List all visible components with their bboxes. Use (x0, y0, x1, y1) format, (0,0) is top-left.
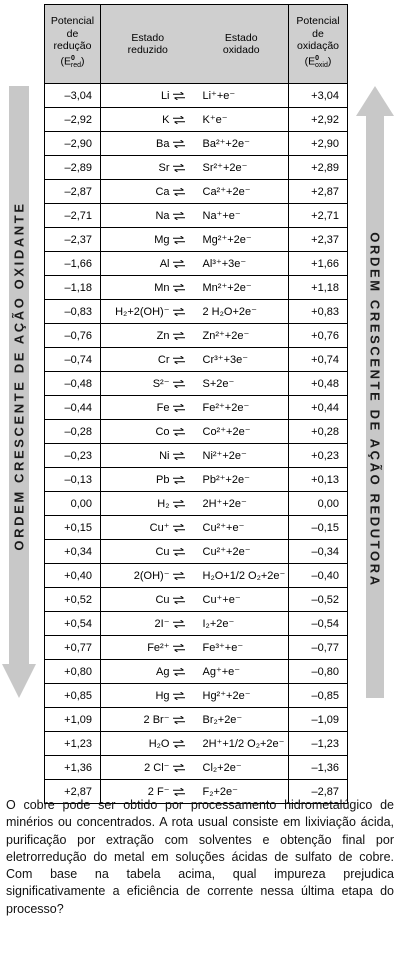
reduction-potential-cell: +1,36 (45, 756, 101, 780)
reducing-order-label: ORDEM CRESCENTE DE AÇÃO REDUTORA (367, 232, 383, 588)
reduced-species: Fe (156, 401, 170, 414)
oxidized-state-cell: S+2e⁻ (195, 372, 289, 396)
reduction-potential-cell: –0,76 (45, 324, 101, 348)
oxidized-state-cell: Al³⁺+3e⁻ (195, 252, 289, 276)
reduction-potential-cell: –2,71 (45, 204, 101, 228)
equilibrium-arrow-icon (173, 740, 185, 748)
reduced-species: Cr (157, 353, 170, 366)
reduced-species: Hg (155, 689, 170, 702)
reduced-species: Cu (155, 593, 170, 606)
table-row (45, 612, 348, 636)
reduced-state-cell (101, 756, 195, 780)
oxidized-state-cell: Mn²⁺+2e⁻ (195, 276, 289, 300)
reduced-state-cell (101, 516, 195, 540)
header-reduction-potential: Potencial de redução $(E^0_{red})$ (45, 5, 101, 84)
equilibrium-arrow-icon (173, 116, 185, 124)
reduction-potential-cell: +0,77 (45, 636, 101, 660)
reduced-species: Ag (156, 665, 170, 678)
equilibrium-arrow-icon (173, 668, 185, 676)
reducing-order-arrow (356, 86, 394, 698)
table-row (45, 324, 348, 348)
oxidation-potential-cell: –1,36 (289, 756, 348, 780)
oxidized-state-cell: Ni²⁺+2e⁻ (195, 444, 289, 468)
equilibrium-arrow-icon (173, 188, 185, 196)
oxidation-potential-cell: +0,23 (289, 444, 348, 468)
equilibrium-arrow-icon (173, 92, 185, 100)
equilibrium-arrow-icon (173, 308, 185, 316)
reduced-state-cell (101, 372, 195, 396)
oxidation-potential-cell: 0,00 (289, 492, 348, 516)
oxidation-potential-cell: +2,87 (289, 180, 348, 204)
oxidized-state-cell: 2H⁺+1/2 O₂+2e⁻ (195, 732, 289, 756)
table-row (45, 252, 348, 276)
table-row (45, 684, 348, 708)
equilibrium-arrow-icon (173, 500, 185, 508)
equilibrium-arrow-icon (173, 164, 185, 172)
reduced-state-cell (101, 564, 195, 588)
reduction-potential-cell: –2,37 (45, 228, 101, 252)
reduced-state-cell (101, 708, 195, 732)
equilibrium-arrow-icon (173, 788, 185, 796)
reduction-potential-cell: –2,89 (45, 156, 101, 180)
table-row (45, 348, 348, 372)
reduction-potential-cell: –1,66 (45, 252, 101, 276)
oxidation-potential-cell: +0,74 (289, 348, 348, 372)
equilibrium-arrow-icon (173, 548, 185, 556)
equilibrium-arrow-icon (173, 644, 185, 652)
reduction-potential-cell: –0,23 (45, 444, 101, 468)
reduced-state-cell (101, 612, 195, 636)
table-header-row (45, 5, 348, 84)
reduced-state-cell (101, 468, 195, 492)
table-row (45, 516, 348, 540)
oxidation-potential-cell: +0,48 (289, 372, 348, 396)
reduction-potential-cell: –0,74 (45, 348, 101, 372)
oxidizing-order-label: ORDEM CRESCENTE DE AÇÃO OXIDANTE (11, 201, 27, 551)
oxidized-state-cell: 2 H₂O+2e⁻ (195, 300, 289, 324)
reduced-species: K (162, 113, 170, 126)
reduced-species: Na (155, 209, 170, 222)
table-row (45, 276, 348, 300)
reduction-potential-cell: 0,00 (45, 492, 101, 516)
reduction-potential-cell: –1,18 (45, 276, 101, 300)
oxidation-potential-cell: –0,85 (289, 684, 348, 708)
reduced-state-cell (101, 660, 195, 684)
reduced-species: H₂O (148, 737, 170, 750)
oxidized-state-cell: Fe³⁺+e⁻ (195, 636, 289, 660)
reduced-species: 2 F⁻ (147, 785, 170, 798)
oxidation-potential-cell: +3,04 (289, 84, 348, 108)
table-row (45, 84, 348, 108)
equilibrium-arrow-icon (173, 260, 185, 268)
equilibrium-arrow-icon (173, 380, 185, 388)
header-states (101, 5, 289, 84)
header-oxidized-state: Estado oxidado (222, 31, 260, 56)
oxidized-state-cell: Cu²⁺+2e⁻ (195, 540, 289, 564)
reduced-species: Sr (158, 161, 170, 174)
reduced-species: 2 Br⁻ (143, 713, 170, 726)
reduction-potential-cell: –0,83 (45, 300, 101, 324)
oxidized-state-cell: K⁺e⁻ (195, 108, 289, 132)
equilibrium-arrow-icon (173, 140, 185, 148)
oxidized-state-cell: Cu⁺+e⁻ (195, 588, 289, 612)
reduction-potential-cell: +1,23 (45, 732, 101, 756)
equilibrium-arrow-icon (173, 572, 185, 580)
reduced-species: Cu (155, 545, 170, 558)
reduced-species: Ca (155, 185, 170, 198)
equilibrium-arrow-icon (173, 332, 185, 340)
reduction-potential-cell: +0,34 (45, 540, 101, 564)
oxidized-state-cell: Co²⁺+2e⁻ (195, 420, 289, 444)
oxidation-potential-cell: –0,80 (289, 660, 348, 684)
reduced-state-cell (101, 252, 195, 276)
oxidized-state-cell: Mg²⁺+2e⁻ (195, 228, 289, 252)
reduction-potential-cell: –0,28 (45, 420, 101, 444)
reduced-state-cell (101, 324, 195, 348)
oxidation-potential-cell: +1,66 (289, 252, 348, 276)
table-row (45, 468, 348, 492)
oxidized-state-cell: H₂O+1/2 O₂+2e⁻ (195, 564, 289, 588)
reduced-species: Co (155, 425, 170, 438)
oxidized-state-cell: 2H⁺+2e⁻ (195, 492, 289, 516)
reduced-state-cell (101, 84, 195, 108)
table-row (45, 564, 348, 588)
reduced-state-cell (101, 276, 195, 300)
reduction-potential-cell: –0,13 (45, 468, 101, 492)
reduced-state-cell (101, 156, 195, 180)
table-row (45, 180, 348, 204)
reduced-species: Cu⁺ (149, 521, 170, 534)
oxidation-potential-cell: +2,89 (289, 156, 348, 180)
reduced-state-cell (101, 396, 195, 420)
oxidation-potential-cell: –1,09 (289, 708, 348, 732)
table-row (45, 708, 348, 732)
oxidation-potential-cell: –0,34 (289, 540, 348, 564)
table-row (45, 492, 348, 516)
equilibrium-arrow-icon (173, 404, 185, 412)
table-row (45, 444, 348, 468)
reduced-species: Pb (156, 473, 170, 486)
oxidizing-order-arrow (2, 86, 36, 698)
oxidation-potential-cell: –0,77 (289, 636, 348, 660)
reduction-potential-cell: +0,15 (45, 516, 101, 540)
reduced-species: 2 Cl⁻ (144, 761, 170, 774)
reduction-potential-cell: +1,09 (45, 708, 101, 732)
reduction-potential-cell: –3,04 (45, 84, 101, 108)
reduced-state-cell (101, 588, 195, 612)
reduced-state-cell (101, 180, 195, 204)
reduced-species: Al (159, 257, 170, 270)
table-row (45, 420, 348, 444)
oxidized-state-cell: Ag⁺+e⁻ (195, 660, 289, 684)
oxidation-potential-cell: +0,83 (289, 300, 348, 324)
table-row (45, 636, 348, 660)
table-row (45, 108, 348, 132)
reduced-species: Ba (156, 137, 170, 150)
equilibrium-arrow-icon (173, 620, 185, 628)
reduced-state-cell (101, 204, 195, 228)
reduced-species: Ni (159, 449, 170, 462)
equilibrium-arrow-icon (173, 428, 185, 436)
reduction-potential-cell: +0,80 (45, 660, 101, 684)
reduction-potential-cell: +0,40 (45, 564, 101, 588)
oxidized-state-cell: Hg²⁺+2e⁻ (195, 684, 289, 708)
table-row (45, 204, 348, 228)
header-reduced-state: Estado reduzido (127, 31, 168, 56)
table-row (45, 756, 348, 780)
oxidized-state-cell: Cl₂+2e⁻ (195, 756, 289, 780)
reduced-species: Fe²⁺ (147, 641, 170, 654)
reduced-state-cell (101, 684, 195, 708)
reduced-state-cell (101, 444, 195, 468)
reduction-potential-cell: +0,52 (45, 588, 101, 612)
equilibrium-arrow-icon (173, 356, 185, 364)
equilibrium-arrow-icon (173, 236, 185, 244)
oxidized-state-cell: Sr²⁺+2e⁻ (195, 156, 289, 180)
reduced-species: Mg (154, 233, 170, 246)
oxidation-potential-cell: –0,54 (289, 612, 348, 636)
oxidized-state-cell: F₂+2e⁻ (195, 780, 289, 804)
oxidation-potential-cell: –0,52 (289, 588, 348, 612)
table-row (45, 132, 348, 156)
reduced-state-cell (101, 228, 195, 252)
equilibrium-arrow-icon (173, 212, 185, 220)
table-row (45, 588, 348, 612)
reduced-state-cell (101, 636, 195, 660)
reduction-potential-cell: –0,44 (45, 396, 101, 420)
header-oxidation-potential: Potencial de oxidação $(E^0_{oxid})$ (289, 5, 348, 84)
oxidation-potential-cell: +1,18 (289, 276, 348, 300)
equilibrium-arrow-icon (173, 524, 185, 532)
reduced-species: 2(OH)⁻ (133, 569, 170, 582)
reduction-potential-cell: –2,92 (45, 108, 101, 132)
reduction-potential-cell: +0,85 (45, 684, 101, 708)
table-row (45, 156, 348, 180)
table-row (45, 300, 348, 324)
reduction-potential-cell: –2,87 (45, 180, 101, 204)
table-row (45, 396, 348, 420)
oxidized-state-cell: Cr³⁺+3e⁻ (195, 348, 289, 372)
oxidation-potential-cell: +0,28 (289, 420, 348, 444)
oxidation-potential-cell: +2,71 (289, 204, 348, 228)
equilibrium-arrow-icon (173, 692, 185, 700)
oxidation-potential-cell: –1,23 (289, 732, 348, 756)
reduction-potential-cell: –0,48 (45, 372, 101, 396)
reduced-species: H₂ (157, 497, 170, 510)
reduced-species: Mn (154, 281, 170, 294)
table-row (45, 228, 348, 252)
oxidized-state-cell: Ca²⁺+2e⁻ (195, 180, 289, 204)
oxidation-potential-cell: +0,76 (289, 324, 348, 348)
oxidized-state-cell: Na⁺+e⁻ (195, 204, 289, 228)
reduction-potential-cell: –2,90 (45, 132, 101, 156)
question-text: O cobre pode ser obtido por processamento hidrometalúgico de minérios ou concentrados. A rota usual consiste em lixiviação ácida, purificação por extração com solventes e obtenção final por eletrorredução do metal em soluções ácidas de sulfato de cobre. Com base na tabela acima, qual impureza prejudica significativamente a eficiência de corrente nessa última etapa do processo? (6, 798, 394, 916)
oxidized-state-cell: Fe²⁺+2e⁻ (195, 396, 289, 420)
oxidation-potential-cell: –0,40 (289, 564, 348, 588)
oxidized-state-cell: Pb²⁺+2e⁻ (195, 468, 289, 492)
reduced-state-cell (101, 108, 195, 132)
table-row (45, 372, 348, 396)
equilibrium-arrow-icon (173, 476, 185, 484)
equilibrium-arrow-icon (173, 284, 185, 292)
equilibrium-arrow-icon (173, 452, 185, 460)
oxidized-state-cell: Cu²⁺+e⁻ (195, 516, 289, 540)
reduced-state-cell (101, 300, 195, 324)
reduced-state-cell (101, 540, 195, 564)
reduced-state-cell (101, 348, 195, 372)
potential-table (44, 4, 348, 804)
reduced-species: Li (160, 89, 170, 102)
oxidation-potential-cell: +0,44 (289, 396, 348, 420)
reduction-potential-cell: +2,87 (45, 780, 101, 804)
equilibrium-arrow-icon (173, 764, 185, 772)
oxidation-potential-cell: –2,87 (289, 780, 348, 804)
table-row (45, 660, 348, 684)
equilibrium-arrow-icon (173, 716, 185, 724)
reduced-species: 2I⁻ (154, 617, 170, 630)
table-row (45, 732, 348, 756)
reduction-potential-cell: +0,54 (45, 612, 101, 636)
oxidized-state-cell: Br₂+2e⁻ (195, 708, 289, 732)
oxidized-state-cell: Li⁺+e⁻ (195, 84, 289, 108)
reduced-species: S²⁻ (152, 377, 170, 390)
oxidation-potential-cell: +2,90 (289, 132, 348, 156)
reduced-state-cell (101, 132, 195, 156)
oxidized-state-cell: I₂+2e⁻ (195, 612, 289, 636)
oxidation-potential-cell: +2,92 (289, 108, 348, 132)
reduced-species: H₂+2(OH)⁻ (115, 305, 170, 318)
reduced-state-cell (101, 492, 195, 516)
oxidized-state-cell: Zn²⁺+2e⁻ (195, 324, 289, 348)
oxidized-state-cell: Ba²⁺+2e⁻ (195, 132, 289, 156)
reduced-state-cell (101, 732, 195, 756)
reduced-species: Zn (156, 329, 170, 342)
equilibrium-arrow-icon (173, 596, 185, 604)
oxidation-potential-cell: –0,15 (289, 516, 348, 540)
table-row (45, 540, 348, 564)
oxidation-potential-cell: +2,37 (289, 228, 348, 252)
reduced-state-cell (101, 420, 195, 444)
oxidation-potential-cell: +0,13 (289, 468, 348, 492)
